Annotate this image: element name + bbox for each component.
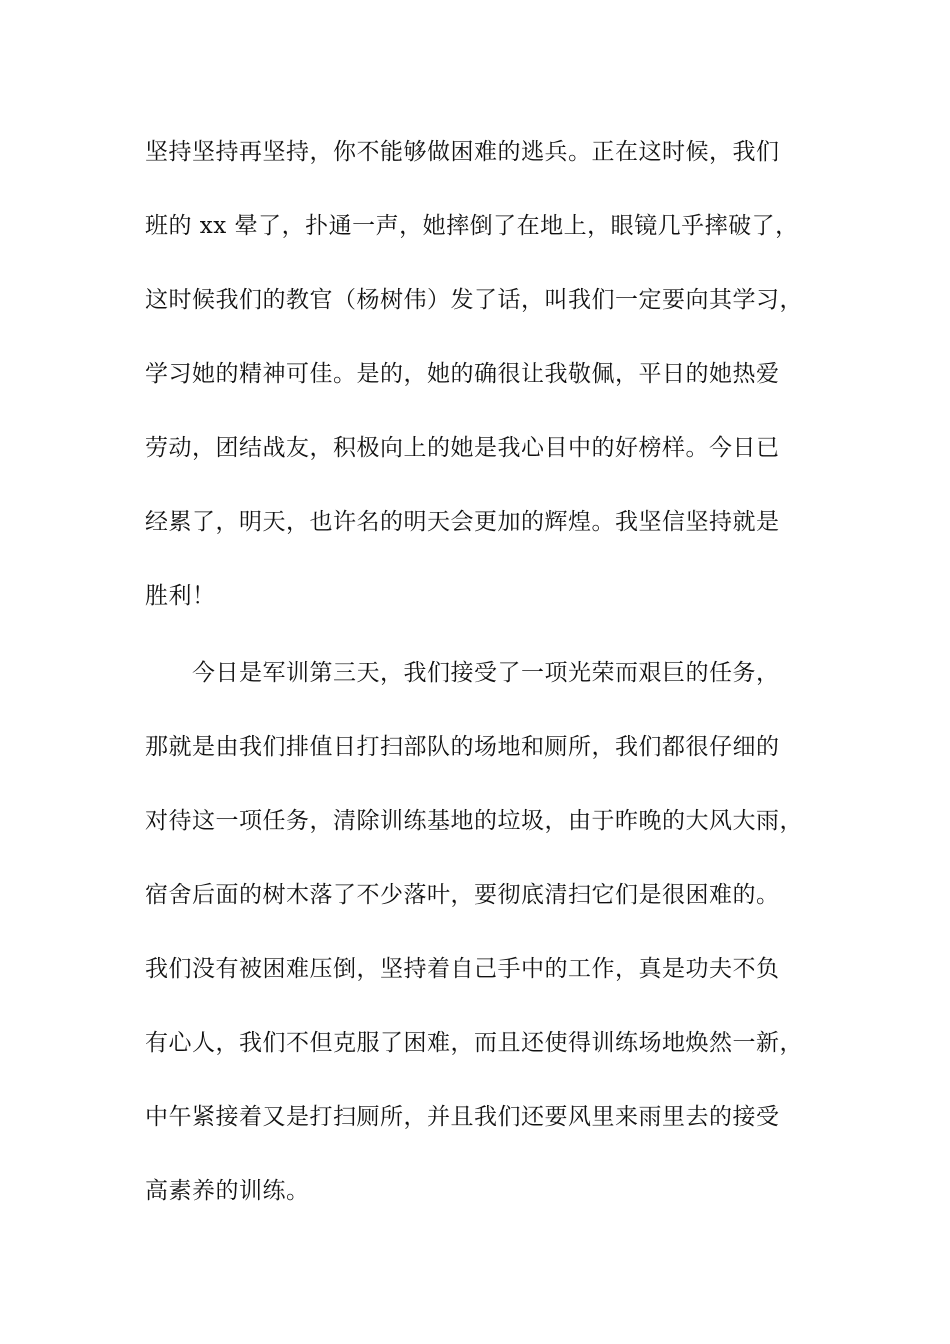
paragraph-2-line-5: 我们没有被困难压倒，坚持着自己手中的工作，真是功夫不负 [145, 956, 780, 982]
paragraph-1-line-5: 劳动，团结战友，积极向上的她是我心目中的好榜样。今日已 [145, 435, 780, 461]
paragraph-2-line-7: 中午紧接着又是打扫厕所，并且我们还要风里来雨里去的接受 [145, 1104, 780, 1130]
paragraph-1-line-2: 班的 xx 晕了，扑通一声，她摔倒了在地上，眼镜几乎摔破了， [145, 213, 799, 239]
paragraph-2-line-4: 宿舍后面的树木落了不少落叶，要彻底清扫它们是很困难的。 [145, 882, 780, 908]
paragraph-1-line-4: 学习她的精神可佳。是的，她的确很让我敬佩，平日的她热爱 [145, 361, 780, 387]
paragraph-2-line-6: 有心人，我们不但克服了困难，而且还使得训练场地焕然一新， [145, 1030, 803, 1056]
paragraph-1-line-3: 这时候我们的教官（杨树伟）发了话，叫我们一定要向其学习， [145, 287, 803, 313]
paragraph-1-line-7: 胜利！ [145, 583, 216, 609]
paragraph-2-line-1: 今日是军训第三天，我们接受了一项光荣而艰巨的任务， [192, 660, 780, 686]
paragraph-1-line-6: 经累了，明天，也许名的明天会更加的辉煌。我坚信坚持就是 [145, 509, 780, 535]
paragraph-2-line-2: 那就是由我们排值日打扫部队的场地和厕所，我们都很仔细的 [145, 734, 780, 760]
paragraph-2-line-8: 高素养的训练。 [145, 1178, 310, 1204]
paragraph-1-line-1: 坚持坚持再坚持，你不能够做困难的逃兵。正在这时候，我们 [145, 139, 780, 165]
paragraph-2-line-3: 对待这一项任务，清除训练基地的垃圾，由于昨晚的大风大雨， [145, 808, 803, 834]
